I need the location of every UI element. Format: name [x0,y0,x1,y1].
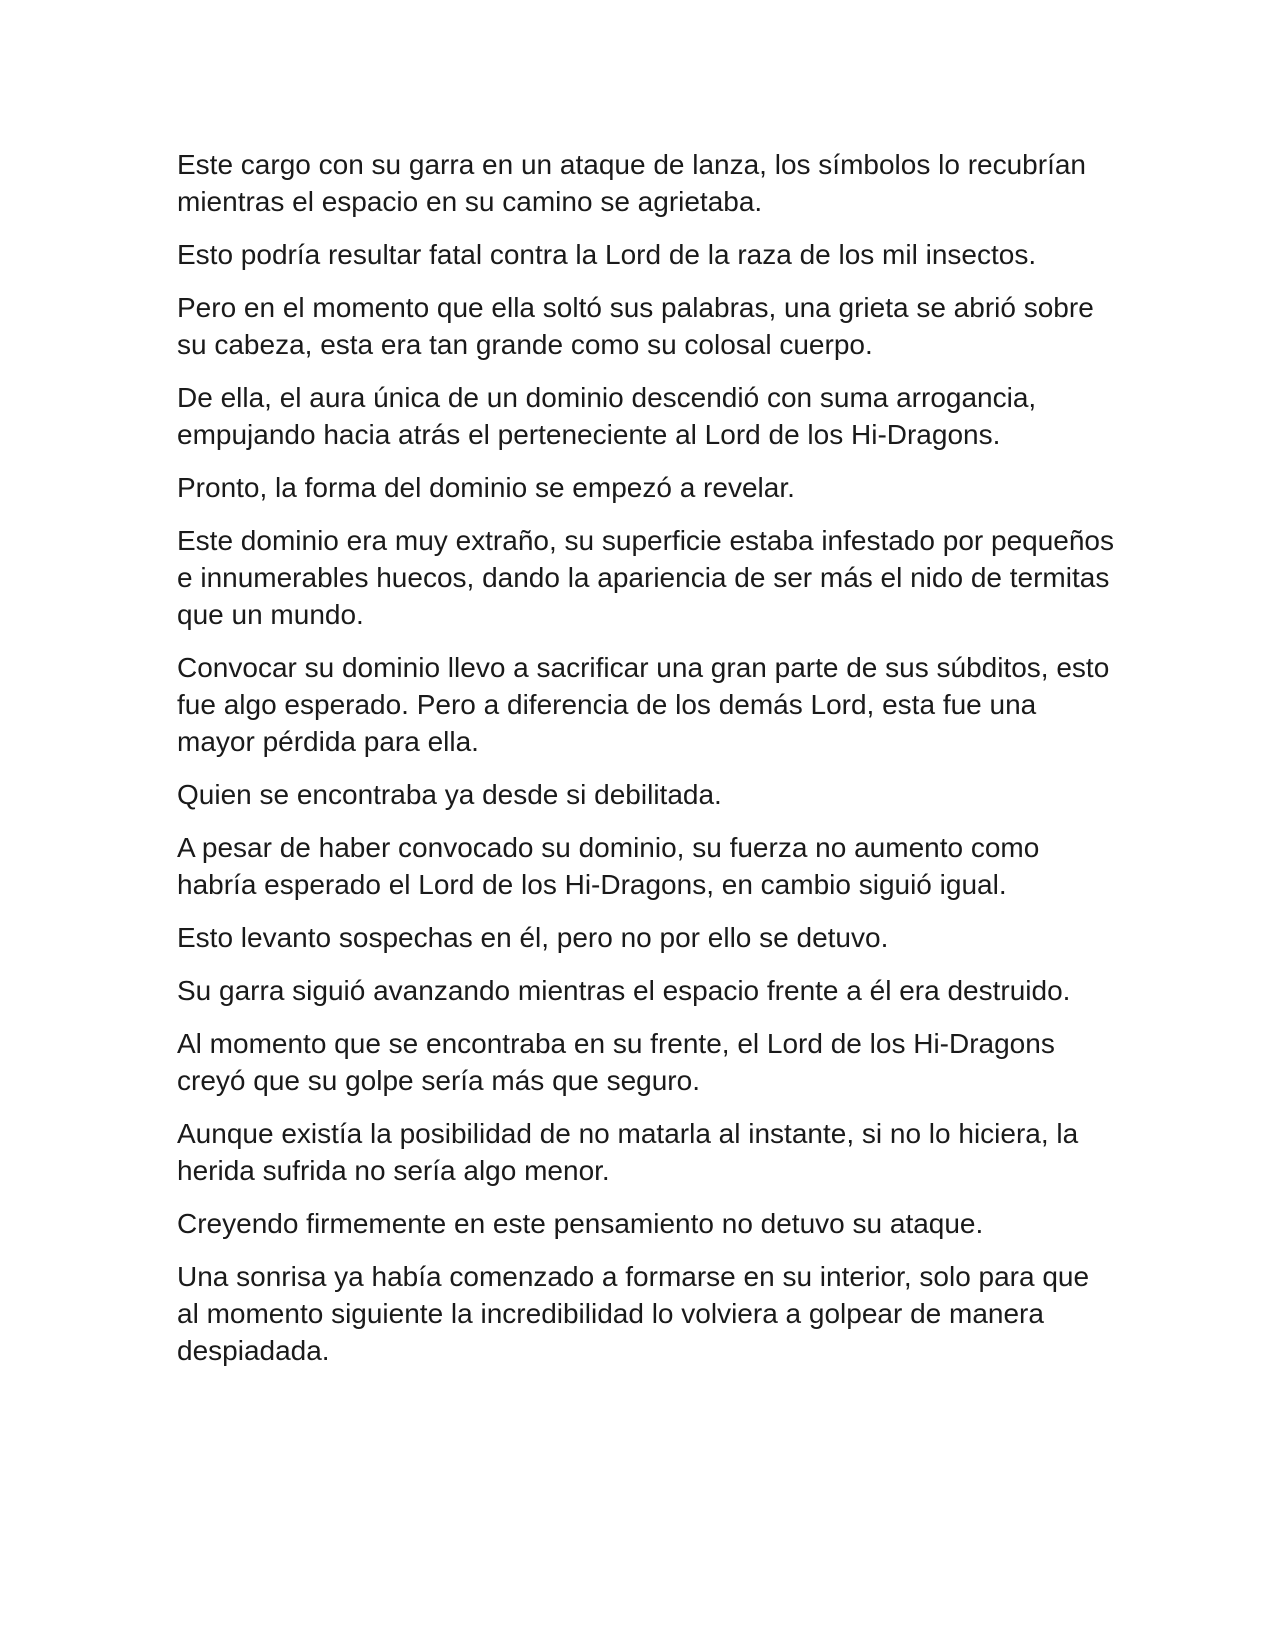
paragraph: Creyendo firmemente en este pensamiento no detuvo su ataque. [177,1208,984,1239]
document-body [177,146,1117,1369]
paragraph: Pero en el momento que ella soltó sus palabras, una grieta se abrió sobre su cabeza, esta era tan grande como su colosal cuerpo. [177,292,1094,360]
paragraph: Este dominio era muy extraño, su superficie estaba infestado por pequeños e innumerables huecos, dando la apariencia de ser más el nido de termitas que un mundo. [177,525,1115,630]
paragraph: Convocar su dominio llevo a sacrificar una gran parte de sus súbditos, esto fue algo esperado. Pero a diferencia de los demás Lord, esta fue una mayor pérdida para ella. [177,652,1110,757]
paragraph: A pesar de haber convocado su dominio, su fuerza no aumento como habría esperado el Lord de los Hi-Dragons, en cambio siguió igual. [177,832,1040,900]
paragraph: Quien se encontraba ya desde si debilitada. [177,779,722,810]
paragraph: Al momento que se encontraba en su frente, el Lord de los Hi-Dragons creyó que su golpe sería más que seguro. [177,1028,1055,1096]
paragraph: Una sonrisa ya había comenzado a formarse en su interior, solo para que al momento siguiente la incredibilidad lo volviera a golpear de manera despiadada. [177,1261,1090,1366]
paragraph: Esto podría resultar fatal contra la Lord de la raza de los mil insectos. [177,239,1037,270]
paragraph: Su garra siguió avanzando mientras el espacio frente a él era destruido. [177,975,1071,1006]
paragraph: Aunque existía la posibilidad de no matarla al instante, si no lo hiciera, la herida sufrida no sería algo menor. [177,1118,1079,1186]
paragraph: Pronto, la forma del dominio se empezó a revelar. [177,472,795,503]
paragraph: De ella, el aura única de un dominio descendió con suma arrogancia, empujando hacia atrás el perteneciente al Lord de los Hi-Dragons. [177,382,1037,450]
paragraph: Este cargo con su garra en un ataque de lanza, los símbolos lo recubrían mientras el espacio en su camino se agrietaba. [177,149,1086,217]
paragraph: Esto levanto sospechas en él, pero no por ello se detuvo. [177,922,889,953]
